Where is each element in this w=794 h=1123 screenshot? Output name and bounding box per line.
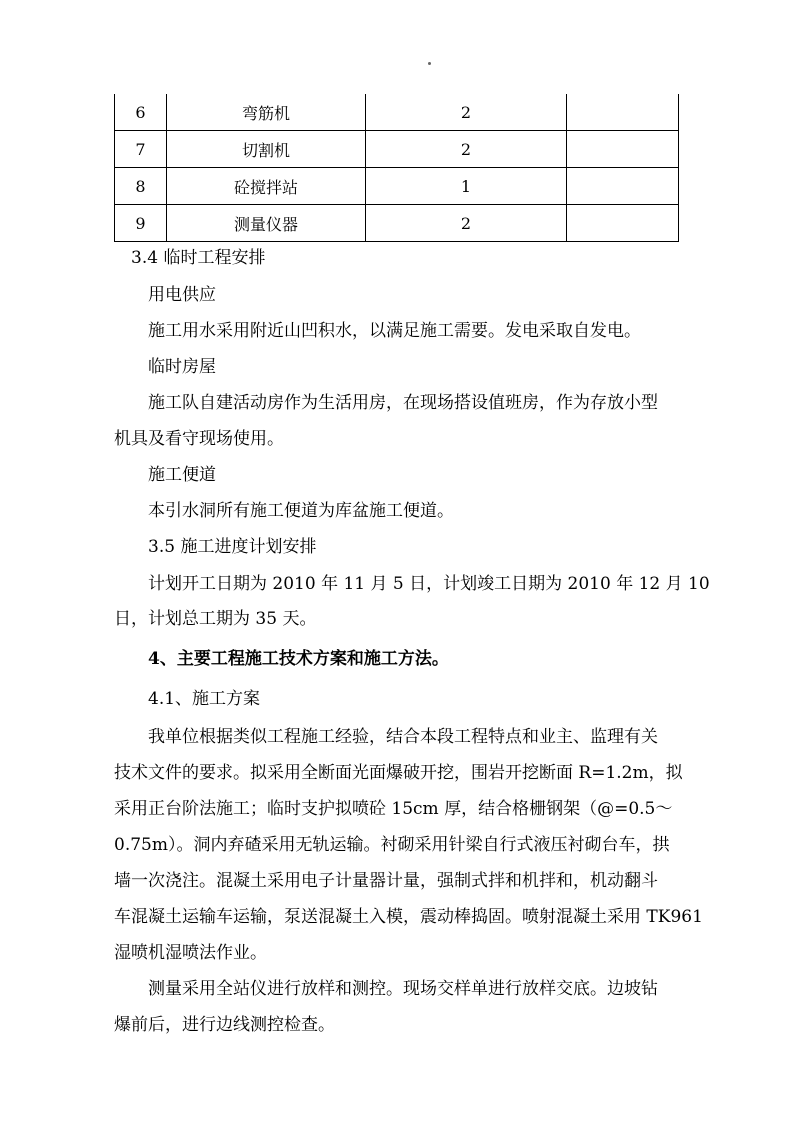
remark-cell: [567, 131, 679, 168]
schedule-text-2: 日，计划总工期为 35 天。: [114, 609, 317, 629]
plan-text-4: 0.75m）。洞内弃碴采用无轨运输。衬砌采用针梁自行式液压衬砌台车，拱: [114, 835, 670, 855]
plan-text-7: 湿喷机湿喷法作业。: [114, 943, 267, 963]
power-supply-text: 施工用水采用附近山凹积水，以满足施工需要。发电采取自发电。: [148, 321, 641, 341]
equipment-name-cell: 砼搅拌站: [167, 168, 366, 205]
row-number-cell: 9: [115, 205, 167, 242]
quantity-cell: 2: [366, 94, 567, 131]
plan-text-2: 技术文件的要求。拟采用全断面光面爆破开挖，围岩开挖断面 R=1.2m，拟: [114, 763, 683, 783]
section-4-heading: 4、主要工程施工技术方案和施工方法。: [148, 649, 449, 669]
row-number-cell: 7: [115, 131, 167, 168]
temporary-housing-heading: 临时房屋: [148, 357, 216, 377]
quantity-cell: 2: [366, 205, 567, 242]
equipment-name-cell: 测量仪器: [167, 205, 366, 242]
plan-text-3: 采用正台阶法施工；临时支护拟喷砼 15cm 厚，结合格栅钢架（@=0.5～: [114, 799, 673, 819]
plan-text-1: 我单位根据类似工程施工经验，结合本段工程特点和业主、监理有关: [148, 727, 658, 747]
plan-text-6: 车混凝土运输车运输，泵送混凝土入模，震动棒捣固。喷射混凝土采用 TK961: [114, 907, 703, 927]
section-3-4-heading: 3.4 临时工程安排: [131, 248, 266, 268]
header-mark: [428, 62, 431, 65]
remark-cell: [567, 94, 679, 131]
section-3-5-heading: 3.5 施工进度计划安排: [148, 537, 317, 557]
quantity-cell: 1: [366, 168, 567, 205]
row-number-cell: 8: [115, 168, 167, 205]
equipment-name-cell: 弯筋机: [167, 94, 366, 131]
plan-text-5: 墙一次浇注。混凝土采用电子计量器计量，强制式拌和机拌和，机动翻斗: [114, 871, 658, 891]
remark-cell: [567, 168, 679, 205]
quantity-cell: 2: [366, 131, 567, 168]
section-4-1-heading: 4.1、施工方案: [148, 689, 261, 709]
construction-road-heading: 施工便道: [148, 465, 216, 485]
table-row: [115, 168, 679, 205]
survey-text-2: 爆前后，进行边线测控检查。: [114, 1015, 335, 1035]
survey-text-1: 测量采用全站仪进行放样和测控。现场交样单进行放样交底。边坡钻: [148, 979, 658, 999]
remark-cell: [567, 205, 679, 242]
table-row: [115, 94, 679, 131]
construction-road-text: 本引水洞所有施工便道为库盆施工便道。: [148, 501, 454, 521]
power-supply-heading: 用电供应: [148, 285, 216, 305]
schedule-text-1: 计划开工日期为 2010 年 11 月 5 日，计划竣工日期为 2010 年 12 月 10: [148, 574, 710, 594]
equipment-name-cell: 切割机: [167, 131, 366, 168]
table-row: [115, 205, 679, 242]
row-number-cell: 6: [115, 94, 167, 131]
temporary-housing-text-2: 机具及看守现场使用。: [114, 429, 284, 449]
table-row: [115, 131, 679, 168]
temporary-housing-text-1: 施工队自建活动房作为生活用房，在现场搭设值班房，作为存放小型: [148, 393, 658, 413]
equipment-table: [114, 94, 679, 242]
